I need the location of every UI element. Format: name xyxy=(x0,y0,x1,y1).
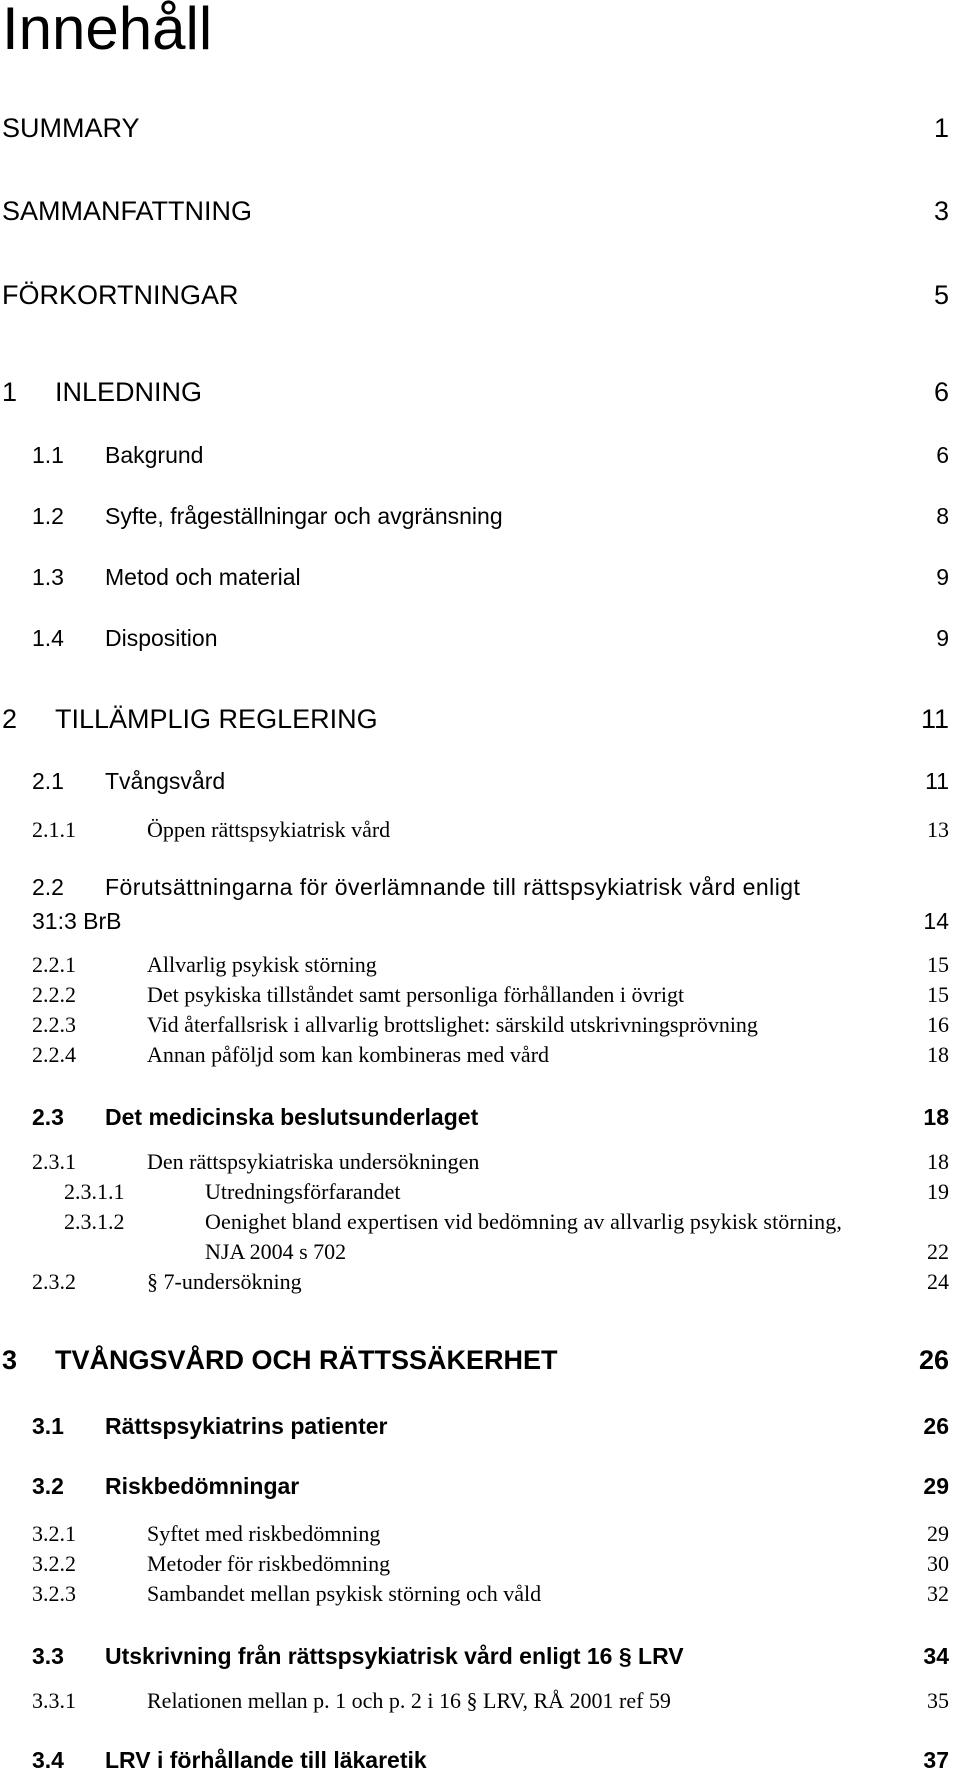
toc-entry-3-3[interactable] xyxy=(32,1641,949,1671)
toc-entry-2-3-1[interactable] xyxy=(32,1148,949,1176)
toc-entry-page: 15 xyxy=(927,952,949,977)
toc-entry-text: Tvångsvård xyxy=(105,768,226,794)
toc-entry-number: 2.2.3 xyxy=(32,1012,76,1037)
toc-entry-number: 3.2.2 xyxy=(32,1551,76,1576)
toc-entry-text: Den rättspsykiatriska undersökningen xyxy=(147,1149,480,1174)
toc-entry-text: Syfte, frågeställningar och avgränsning xyxy=(105,503,503,529)
toc-entry-text: Det medicinska beslutsunderlaget xyxy=(105,1104,479,1130)
toc-entry-text: Bakgrund xyxy=(105,442,204,468)
toc-entry-number: 2.3 xyxy=(32,1104,64,1130)
toc-entry-number: 3.2 xyxy=(32,1473,64,1499)
toc-entry-text: Utskrivning från rättspsykiatrisk vård enligt 16 § LRV xyxy=(105,1643,684,1669)
toc-entry-number: 3.2.1 xyxy=(32,1521,76,1546)
toc-entry-text: Sambandet mellan psykisk störning och våld xyxy=(147,1581,542,1606)
toc-entry-page: 34 xyxy=(923,1643,949,1669)
toc-entry-text: Förutsättningarna för överlämnande till rättspsykiatrisk vård enligt xyxy=(105,874,801,900)
toc-entry-page: 29 xyxy=(923,1473,949,1499)
toc-entry-page: 37 xyxy=(923,1747,949,1773)
toc-entry-text: Rättspsykiatrins patienter xyxy=(105,1413,388,1439)
toc-entry-3[interactable] xyxy=(2,1343,949,1377)
toc-entry-number: 1.3 xyxy=(32,564,64,590)
toc-entry-number: 2 xyxy=(2,704,18,734)
toc-entry-text-continued: 31:3 BrB xyxy=(32,908,122,934)
toc-entry-2-1-1[interactable] xyxy=(32,816,949,844)
toc-entry-text: SUMMARY xyxy=(2,113,140,143)
toc-entry-page: 26 xyxy=(918,1345,949,1375)
toc-entry-sammanfattning[interactable] xyxy=(2,194,949,228)
toc-entry-summary[interactable] xyxy=(2,111,949,145)
toc-entry-page: 35 xyxy=(927,1688,949,1713)
toc-entry-2-2-2[interactable] xyxy=(32,981,949,1009)
toc-entry-2-1[interactable] xyxy=(32,766,949,796)
toc-entry-text: LRV i förhållande till läkaretik xyxy=(105,1747,427,1773)
toc-entry-1-2[interactable] xyxy=(32,501,949,531)
toc-entry-page: 9 xyxy=(936,564,949,590)
toc-entry-1-1[interactable] xyxy=(32,440,949,470)
toc-entry-2-3-2[interactable] xyxy=(32,1268,949,1296)
toc-entry-number: 1.4 xyxy=(32,625,64,651)
toc-entry-number: 1 xyxy=(2,377,18,407)
toc-entry-page: 11 xyxy=(925,768,949,794)
toc-entry-1[interactable] xyxy=(2,375,949,409)
toc-entry-page: 24 xyxy=(927,1269,949,1294)
toc-entry-forkortningar[interactable] xyxy=(2,278,949,312)
toc-entry-number: 2.3.1.2 xyxy=(64,1209,125,1234)
toc-entry-2-2[interactable] xyxy=(32,872,949,936)
toc-entry-number: 3.3 xyxy=(32,1643,64,1669)
toc-entry-number: 2.3.1.1 xyxy=(64,1179,125,1204)
toc-entry-text: Utredningsförfarandet xyxy=(205,1179,401,1204)
toc-entry-page: 30 xyxy=(927,1551,949,1576)
toc-entry-number: 3 xyxy=(2,1345,18,1375)
toc-entry-page: 22 xyxy=(927,1239,949,1264)
toc-entry-text: Det psykiska tillståndet samt personliga förhållanden i övrigt xyxy=(147,982,685,1007)
toc-entry-number: 2.2.2 xyxy=(32,982,76,1007)
toc-entry-page: 18 xyxy=(927,1149,949,1174)
toc-entry-2-3[interactable] xyxy=(32,1102,949,1132)
toc-entry-page: 18 xyxy=(923,1104,949,1130)
toc-entry-page: 3 xyxy=(933,196,949,226)
toc-entry-text: Öppen rättspsykiatrisk vård xyxy=(147,817,391,842)
toc-entry-3-2-1[interactable] xyxy=(32,1520,949,1548)
toc-entry-3-2[interactable] xyxy=(32,1471,949,1501)
toc-entry-2-3-1-1[interactable] xyxy=(64,1178,949,1206)
toc-entry-text: Annan påföljd som kan kombineras med vård xyxy=(147,1042,550,1067)
toc-entry-text: Disposition xyxy=(105,625,218,651)
toc-entry-page: 14 xyxy=(923,908,949,934)
toc-entry-page: 26 xyxy=(923,1413,949,1439)
toc-entry-page: 18 xyxy=(927,1042,949,1067)
toc-entry-text: SAMMANFATTNING xyxy=(2,196,253,226)
toc-entry-number: 2.2.4 xyxy=(32,1042,76,1067)
toc-entry-text-continued: NJA 2004 s 702 xyxy=(205,1239,347,1264)
toc-entry-text: INLEDNING xyxy=(55,377,203,407)
toc-entry-3-4[interactable] xyxy=(32,1745,949,1775)
toc-entry-text: Metod och material xyxy=(105,564,301,590)
toc-entry-page: 13 xyxy=(927,817,949,842)
toc-entry-number: 1.2 xyxy=(32,503,64,529)
page-title: Innehåll xyxy=(2,0,213,62)
toc-entry-number: 2.1 xyxy=(32,768,64,794)
toc-entry-number: 2.2.1 xyxy=(32,952,76,977)
toc-entry-2-2-3[interactable] xyxy=(32,1011,949,1039)
toc-entry-text: FÖRKORTNINGAR xyxy=(2,280,239,310)
toc-entry-number: 2.1.1 xyxy=(32,817,76,842)
toc-entry-number: 2.2 xyxy=(32,874,64,900)
toc-entry-text: Allvarlig psykisk störning xyxy=(147,952,377,977)
toc-entry-page: 11 xyxy=(920,704,949,734)
toc-entry-page: 1 xyxy=(933,113,949,143)
toc-entry-number: 2.3.1 xyxy=(32,1149,76,1174)
toc-entry-1-4[interactable] xyxy=(32,623,949,653)
toc-entry-page: 29 xyxy=(927,1521,949,1546)
toc-entry-3-3-1[interactable] xyxy=(32,1687,949,1715)
toc-entry-page: 5 xyxy=(933,280,949,310)
toc-entry-2-2-1[interactable] xyxy=(32,951,949,979)
toc-entry-number: 2.3.2 xyxy=(32,1269,76,1294)
toc-entry-page: 19 xyxy=(927,1179,949,1204)
toc-entry-page: 6 xyxy=(936,442,949,468)
toc-entry-2-3-1-2[interactable] xyxy=(64,1208,949,1268)
toc-entry-2-2-4[interactable] xyxy=(32,1041,949,1069)
toc-entry-text: § 7-undersökning xyxy=(147,1269,302,1294)
toc-entry-text: Riskbedömningar xyxy=(105,1473,300,1499)
toc-entry-number: 3.1 xyxy=(32,1413,64,1439)
toc-entry-text: Syftet med riskbedömning xyxy=(147,1521,381,1546)
toc-entry-page: 6 xyxy=(933,377,949,407)
toc-entry-page: 8 xyxy=(936,503,949,529)
toc-entry-text: Vid återfallsrisk i allvarlig brottslighet: särskild utskrivningsprövning xyxy=(147,1012,758,1037)
toc-entry-1-3[interactable] xyxy=(32,562,949,592)
toc-entry-3-2-2[interactable] xyxy=(32,1550,949,1578)
toc-entry-3-1[interactable] xyxy=(32,1411,949,1441)
toc-entry-number: 1.1 xyxy=(32,442,64,468)
toc-entry-page: 9 xyxy=(936,625,949,651)
toc-entry-number: 3.2.3 xyxy=(32,1581,76,1606)
toc-entry-number: 3.3.1 xyxy=(32,1688,76,1713)
toc-entry-page: 15 xyxy=(927,982,949,1007)
toc-entry-text: TILLÄMPLIG REGLERING xyxy=(55,704,378,734)
toc-entry-text: Relationen mellan p. 1 och p. 2 i 16 § LRV, RÅ 2001 ref 59 xyxy=(147,1688,671,1713)
toc-entry-number: 3.4 xyxy=(32,1747,64,1773)
toc-entry-2[interactable] xyxy=(2,702,949,736)
toc-entry-text: Metoder för riskbedömning xyxy=(147,1551,391,1576)
toc-entry-3-2-3[interactable] xyxy=(32,1580,949,1608)
toc-entry-text: TVÅNGSVÅRD OCH RÄTTSSÄKERHET xyxy=(55,1345,558,1375)
toc-entry-page: 32 xyxy=(927,1581,949,1606)
toc-entry-page: 16 xyxy=(927,1012,949,1037)
toc-entry-text: Oenighet bland expertisen vid bedömning av allvarlig psykisk störning, xyxy=(205,1209,842,1234)
